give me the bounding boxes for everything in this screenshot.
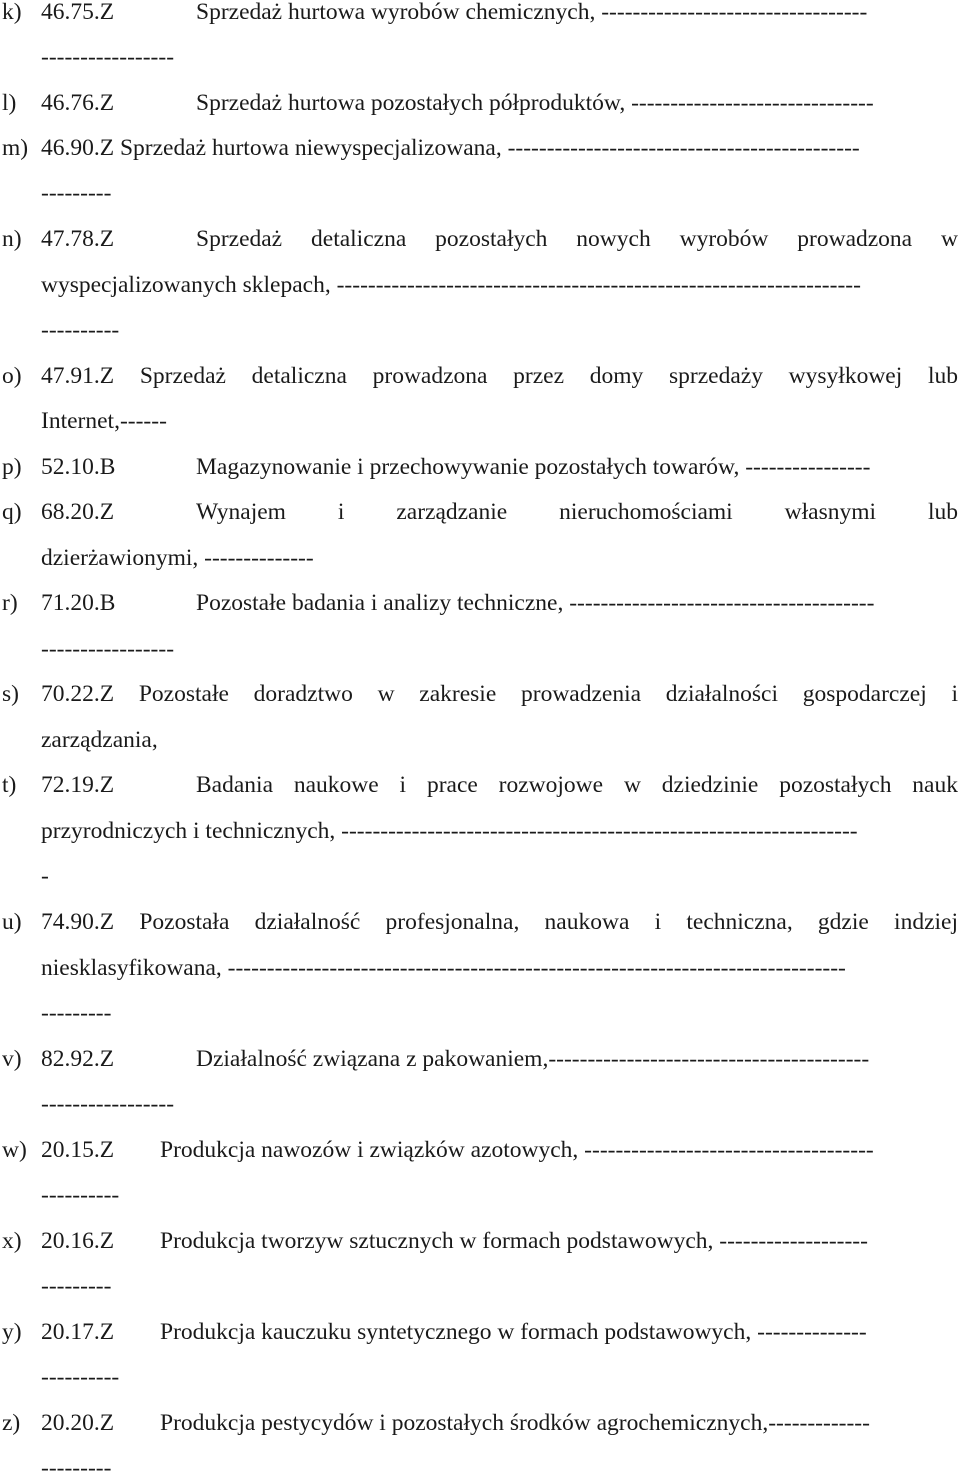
- list-item-continuation: [0, 1362, 960, 1392]
- list-item-continuation: [0, 634, 960, 664]
- item-label: l): [2, 90, 17, 116]
- item-label: k): [2, 0, 22, 25]
- list-item: [0, 1135, 960, 1165]
- item-description: Produkcja kauczuku syntetycznego w formach podstawowych, --------------: [160, 1319, 867, 1345]
- list-item: [0, 0, 960, 27]
- item-description-cont: -----------------: [41, 1091, 175, 1117]
- list-item: [0, 588, 960, 618]
- list-item-continuation: [0, 1089, 960, 1119]
- list-item-continuation: [0, 1180, 960, 1210]
- item-label: u): [2, 909, 22, 935]
- item-description: Produkcja nawozów i związków azotowych, -------------------------------------: [160, 1137, 874, 1163]
- list-item: [0, 1226, 960, 1256]
- list-item: [0, 770, 960, 800]
- list-item-continuation: [0, 725, 960, 755]
- item-description-cont: przyrodniczych i technicznych, ------------------------------------------------------------------: [41, 818, 858, 844]
- item-description: Produkcja pestycydów i pozostałych środków agrochemicznych,-------------: [160, 1410, 870, 1436]
- item-description-cont: -----------------: [41, 44, 175, 70]
- item-description: 74.90.Z Pozostała działalność profesjonalna, naukowa i techniczna, gdzie indziej: [41, 909, 958, 935]
- item-description: Badania naukowe i prace rozwojowe w dziedzinie pozostałych nauk: [196, 772, 958, 798]
- list-item-continuation: [0, 42, 960, 72]
- list-item-continuation: [0, 998, 960, 1028]
- item-description-cont: ---------: [41, 1273, 112, 1299]
- list-item: [0, 497, 960, 527]
- pkd-code: 47.78.Z: [41, 226, 115, 252]
- item-description: Magazynowanie i przechowywanie pozostałych towarów, ----------------: [196, 454, 871, 480]
- pkd-code: 20.16.Z: [41, 1228, 115, 1254]
- item-description-cont: ----------: [41, 317, 120, 343]
- item-description-cont: Internet,------: [41, 408, 167, 434]
- item-label: y): [2, 1319, 22, 1345]
- item-description-cont: ---------: [41, 1455, 112, 1481]
- item-description-cont: ---------: [41, 1000, 112, 1026]
- item-label: p): [2, 454, 22, 480]
- list-item-continuation: [0, 406, 960, 436]
- list-item-continuation: [0, 543, 960, 573]
- item-description-cont: -: [41, 863, 49, 889]
- pkd-code: 20.20.Z: [41, 1410, 115, 1436]
- item-description: 70.22.Z Pozostałe doradztwo w zakresie prowadzenia działalności gospodarczej i: [41, 681, 958, 707]
- item-description: Sprzedaż detaliczna pozostałych nowych wyrobów prowadzona w: [196, 226, 958, 252]
- pkd-code: 20.17.Z: [41, 1319, 115, 1345]
- item-description: Sprzedaż hurtowa wyrobów chemicznych, ----------------------------------: [196, 0, 868, 25]
- item-label: v): [2, 1046, 22, 1072]
- list-item: [0, 224, 960, 254]
- list-item-continuation: [0, 1271, 960, 1301]
- item-label: t): [2, 772, 17, 798]
- pkd-code: 82.92.Z: [41, 1046, 115, 1072]
- list-item-continuation: [0, 178, 960, 208]
- pkd-code: 71.20.B: [41, 590, 116, 616]
- pkd-code: 68.20.Z: [41, 499, 115, 525]
- list-item: [0, 452, 960, 482]
- pkd-code: 52.10.B: [41, 454, 116, 480]
- list-item: [0, 1317, 960, 1347]
- item-label: o): [2, 363, 22, 389]
- item-description: Sprzedaż hurtowa pozostałych półproduktów, -------------------------------: [196, 90, 874, 116]
- item-description-cont: ----------: [41, 1182, 120, 1208]
- item-description-cont: ---------: [41, 180, 112, 206]
- item-description-cont: ----------: [41, 1364, 120, 1390]
- list-item-continuation: [0, 861, 960, 891]
- item-description: Działalność związana z pakowaniem,-----------------------------------------: [196, 1046, 870, 1072]
- list-item-continuation: [0, 1453, 960, 1483]
- pkd-code: 46.76.Z: [41, 90, 115, 116]
- item-description: Produkcja tworzyw sztucznych w formach podstawowych, -------------------: [160, 1228, 868, 1254]
- pkd-code: 46.75.Z: [41, 0, 115, 25]
- item-description-cont: -----------------: [41, 636, 175, 662]
- list-item-continuation: [0, 270, 960, 300]
- list-item: [0, 88, 960, 118]
- list-item-continuation: [0, 953, 960, 983]
- list-item: [0, 679, 960, 709]
- item-description: Wynajem i zarządzanie nieruchomościami własnymi lub: [196, 499, 958, 525]
- item-label: x): [2, 1228, 22, 1254]
- item-label: m): [2, 135, 29, 161]
- item-label: z): [2, 1410, 21, 1436]
- list-item: [0, 907, 960, 937]
- list-item: [0, 361, 960, 391]
- pkd-code: 20.15.Z: [41, 1137, 115, 1163]
- list-item-continuation: [0, 816, 960, 846]
- item-description: 47.91.Z Sprzedaż detaliczna prowadzona przez domy sprzedaży wysyłkowej lub: [41, 363, 958, 389]
- list-item-continuation: [0, 315, 960, 345]
- item-label: w): [2, 1137, 27, 1163]
- pkd-code: 72.19.Z: [41, 772, 115, 798]
- list-item: [0, 1408, 960, 1438]
- item-description: 46.90.Z Sprzedaż hurtowa niewyspecjalizowana, ---------------------------------------------: [41, 135, 860, 161]
- item-description-cont: niesklasyfikowana, -------------------------------------------------------------------------------: [41, 955, 846, 981]
- list-item: [0, 133, 960, 163]
- item-label: n): [2, 226, 22, 252]
- item-description-cont: wyspecjalizowanych sklepach, -------------------------------------------------------------------: [41, 272, 861, 298]
- item-label: r): [2, 590, 18, 616]
- item-label: s): [2, 681, 19, 707]
- item-description: Pozostałe badania i analizy techniczne, ---------------------------------------: [196, 590, 875, 616]
- item-description-cont: dzierżawionymi, --------------: [41, 545, 314, 571]
- item-description-cont: zarządzania,: [41, 727, 158, 753]
- list-item: [0, 1044, 960, 1074]
- item-label: q): [2, 499, 22, 525]
